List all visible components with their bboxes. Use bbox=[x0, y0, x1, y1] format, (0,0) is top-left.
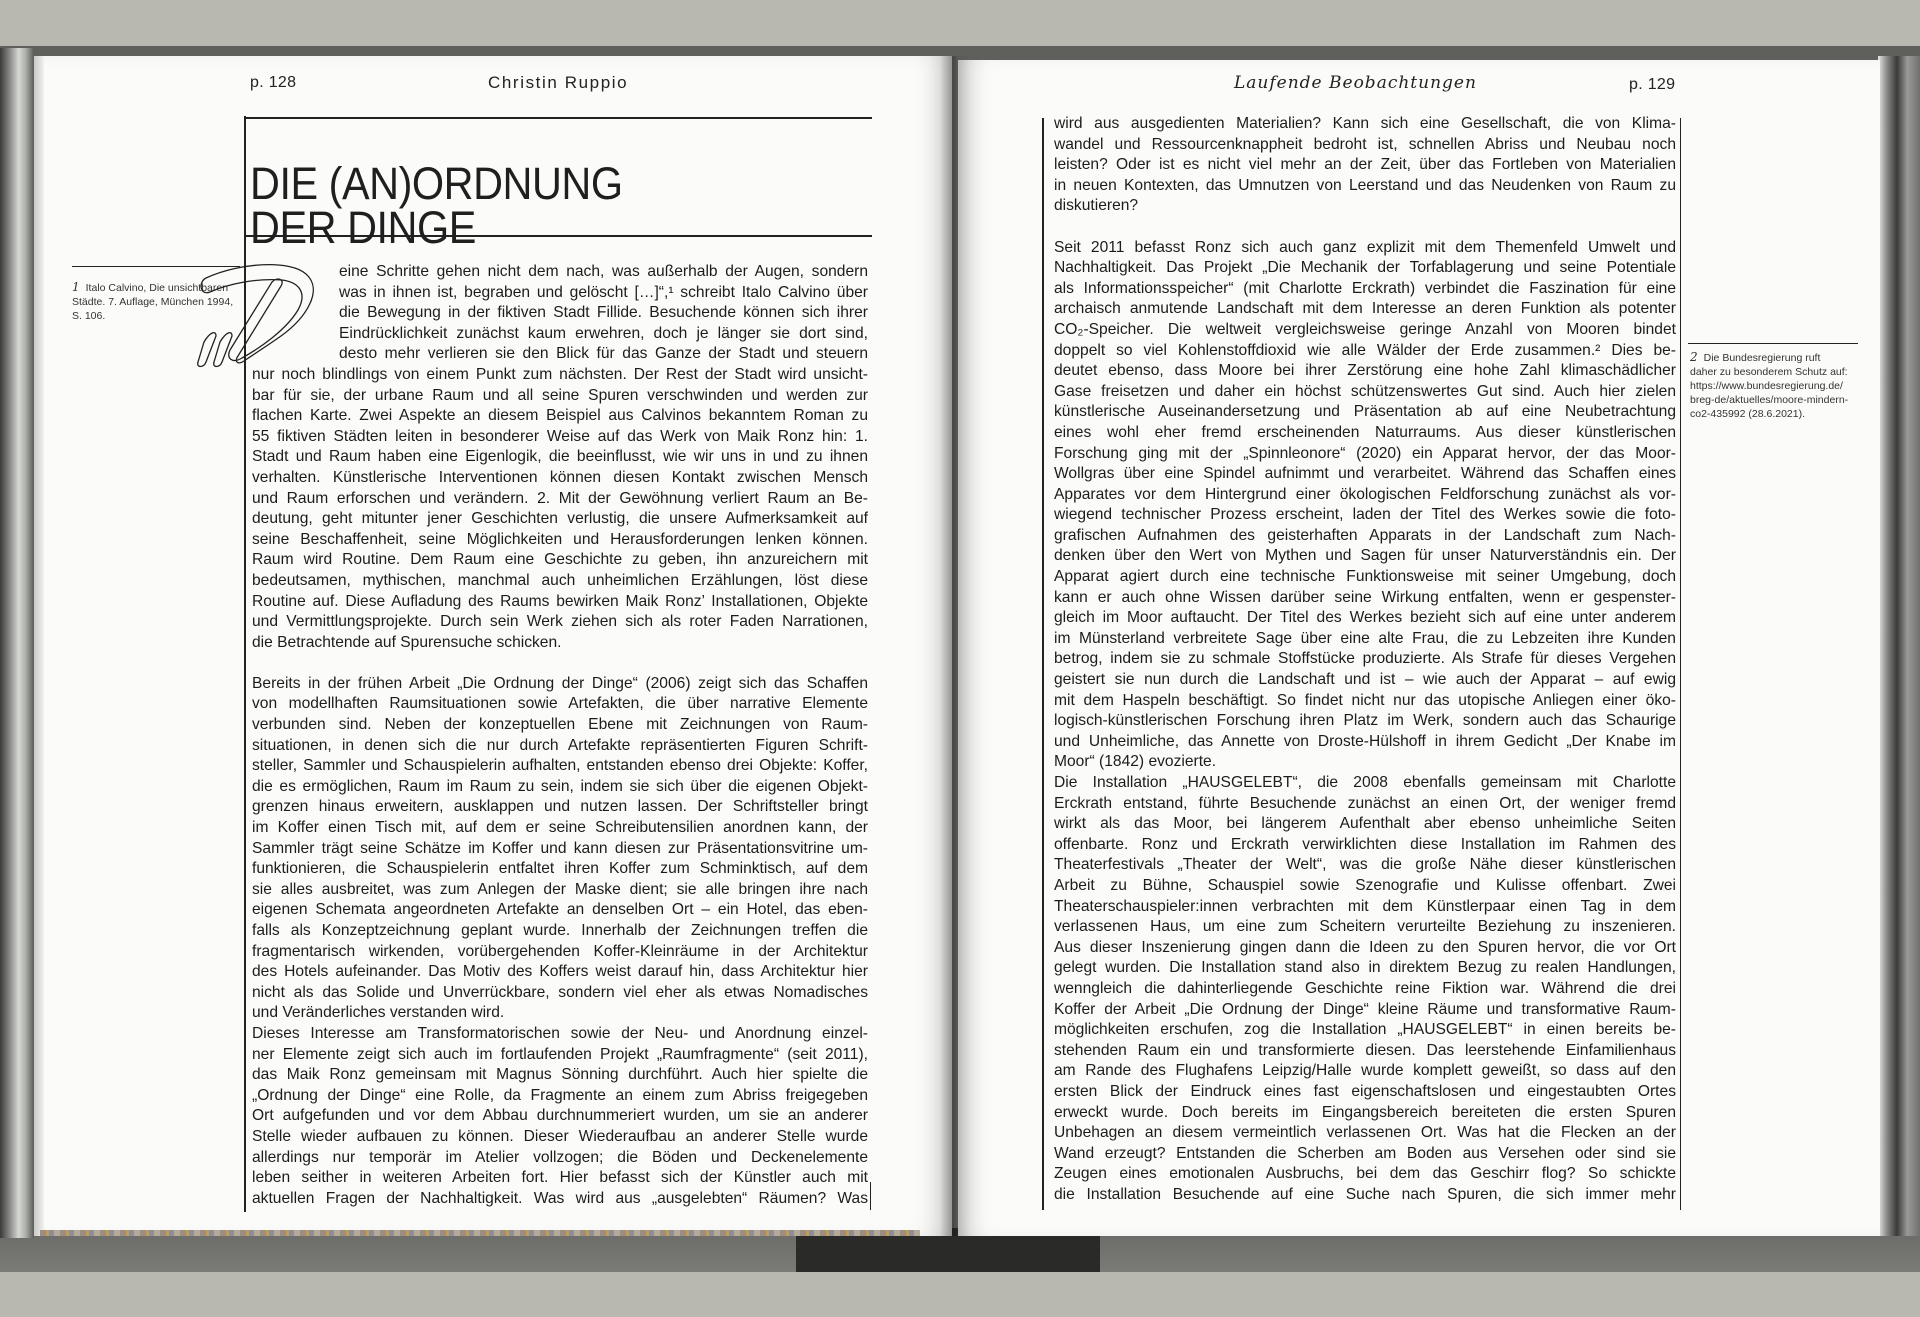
paragraph-gap bbox=[1054, 217, 1676, 238]
text-line: aktuellen Fragen der Nachhaltigkeit. Was wird aus „ausgelebten“ Räumen? Was bbox=[252, 1189, 868, 1207]
column-rule-right bbox=[1042, 118, 1044, 1210]
text-line: Gase freisetzen und daher ein höchst schützenswertes Gut sind. Auch hier zielen bbox=[1054, 382, 1676, 400]
text-line: eines wohl eher fremd erscheinenden Naturraums. Aus dieser künstlerischen bbox=[1054, 423, 1676, 441]
page-number-left: p. 128 bbox=[250, 74, 297, 91]
title-rule-top bbox=[244, 117, 872, 119]
text-line: Zeugen eines emotionalen Ausbruchs, bei dem das Geschirr flog? So schickte bbox=[1054, 1165, 1676, 1183]
text-line: denken über den Wert von Mythen und Sagen für unser Naturverständnis ein. Der bbox=[1054, 547, 1676, 565]
text-line: fragmentarisch wirkenden, vorübergehenden Koffer-Kleinräume in der Architektur bbox=[252, 942, 868, 960]
footnote-line: breg-de/aktuelles/moore-mindern- bbox=[1690, 394, 1849, 406]
title-line: DER DINGE bbox=[250, 202, 476, 254]
text-line: geistert sie nun durch die Landschaft und ist – wie auch der Apparat – auf ewig bbox=[1054, 671, 1676, 689]
text-line: Apparat agiert durch eine technische Funktionsweise mit seiner Umgebung, doch bbox=[1054, 568, 1676, 586]
text-line: Sammler trägt seine Schätze im Koffer und kann diesen zur Präsentationsvitrine um- bbox=[252, 839, 868, 857]
book-left-edge bbox=[0, 48, 34, 1238]
text-line: am Rande des Flughafens Leipzig/Halle wurde komplett geweißt, so dass auf den bbox=[1054, 1062, 1676, 1080]
text-line: „Ordnung der Dinge“ eine Rolle, da Fragmente an einem zum Abriss freigegeben bbox=[252, 1086, 868, 1104]
text-line: archaisch anmutende Landschaft mit dem Interesse an deren Funktion als potenter bbox=[1054, 300, 1676, 318]
text-line: Theaterfestivals „Theater der Welt“, was die große Nähe dieser künstlerischen bbox=[1054, 856, 1676, 874]
text-line: von modellhaften Raumsituationen sowie Artefakten, die über narrative Elemente bbox=[252, 695, 868, 713]
text-line: erweckt wurde. Doch bereits im Eingangsbereich bereiteten die ersten Spuren bbox=[1054, 1103, 1676, 1121]
text-line: offenbarte. Ronz und Erckrath verwirklichten diese Installation im Rahmen des bbox=[1054, 835, 1676, 853]
footnote-number: 1 bbox=[72, 280, 80, 294]
text-line: Theaterschauspieler:innen verbrachten mit dem Künstlerpaar einen Tag in dem bbox=[1054, 897, 1676, 915]
text-line: CO₂-Speicher. Die weltweit vergleichsweise geringe Anzahl von Mooren bindet bbox=[1054, 320, 1676, 338]
text-line: nicht als das Solide und Unverrückbare, sondern viel eher als etwas Nomadisches bbox=[252, 983, 868, 1001]
text-line: Unbehagen an diesem vermeintlich verlassenen Ort. Was hat die Flecken an der bbox=[1054, 1124, 1676, 1142]
text-line: gelegt wurden. Die Installation stand also in direktem Bezug zu realen Handlungen, bbox=[1054, 959, 1676, 977]
footnote-line: co2-435992 (28.6.2021). bbox=[1690, 408, 1806, 420]
text-line: Wollgras über eine Spindel aufnimmt und verarbeitet. Während das Schaffen eines bbox=[1054, 465, 1676, 483]
text-line: Routine auf. Diese Aufladung des Raums bewirken Maik Ronz’ Installationen, Objekte bbox=[252, 592, 868, 610]
text-line: die es ermöglichen, Raum im Raum zu sein, indem sie sich über die eigenen Objekt- bbox=[252, 777, 868, 795]
text-line: verhalten. Künstlerische Interventionen können diesen Kontakt zwischen Mensch bbox=[252, 468, 868, 486]
text-line: Wand erzeugt? Entstanden die Scherben am Boden aus Versehen oder sind sie bbox=[1054, 1144, 1676, 1162]
text-line: wird aus ausgedienten Materialien? Kann sich eine Gesellschaft, die von Klima- bbox=[1054, 115, 1676, 132]
text-line: steller, Sammler und Schauspielerin aufhalten, entstanden ebenso drei Objekte: Koffer, bbox=[252, 757, 868, 775]
text-line: wandel und Ressourcenknappheit bedroht ist, schnellen Abriss und Neubau noch bbox=[1054, 135, 1676, 153]
text-line: doppelt so viel Kohlenstoffdioxid wie alle Wälder der Erde zusammen.² Dies be- bbox=[1054, 341, 1676, 359]
text-line: Stelle wieder aufbauen zu können. Dieser Wiederaufbau an anderer Stelle wurde bbox=[252, 1127, 868, 1145]
author-name: Christin Ruppio bbox=[488, 73, 629, 92]
article-title bbox=[250, 158, 623, 254]
text-line: Stadt und Raum haben eine Eigenlogik, die beeinflusst, wie wir uns in und zu ihnen bbox=[252, 448, 868, 466]
text-line: wirkt als das Moor, bei längerem Aufenthalt aber ebenso unheimliche Seiten bbox=[1054, 815, 1676, 833]
text-line: in neuen Kontexten, das Umnutzen von Leerstand und das Neudenken von Raum zu bbox=[1054, 176, 1676, 194]
text-line: betrog, indem sie zu schmale Stoffstücke produzierte. Als Strafe für dieses Vergehen bbox=[1054, 650, 1676, 668]
text-line: seine Beschaffenheit, seine Möglichkeiten und Herausforderungen lenken können. bbox=[252, 530, 868, 548]
text-line: die Betrachtende auf Spurensuche schicken. bbox=[252, 633, 562, 651]
page-number-right: p. 129 bbox=[1629, 76, 1676, 93]
footnote-rule-right bbox=[1688, 343, 1858, 344]
text-line: Eindrücklichkeit zunächst kaum erwehren, doch je länger sie dort sind, bbox=[339, 324, 868, 342]
text-line: möglichkeiten erschufen, zog die Installation „HAUSGELEBT“ in einen bereits be- bbox=[1054, 1021, 1676, 1039]
text-line: Koffer der Arbeit „Die Ordnung der Dinge“ kleine Räume und transformative Raum- bbox=[1054, 1000, 1676, 1018]
text-line: falls als Konzeptzeichnung geplant wurde. Innerhalb der Zeichnungen treffen die bbox=[252, 922, 868, 939]
text-line: Dieses Interesse am Transformatorischen sowie der Neu- und Anordnung einzel- bbox=[252, 1024, 868, 1042]
footnote-line: https://www.bundesregierung.de/ bbox=[1690, 380, 1843, 392]
text-line: künstlerische Auseinandersetzung und Präsentation ab auf eine Neubetrachtung bbox=[1054, 403, 1676, 421]
text-line: des Hotels aufeinander. Das Motiv des Koffers weist darauf hin, dass Architektur hier bbox=[252, 963, 868, 981]
text-line: Nachhaltigkeit. Das Projekt „Die Mechanik der Torfablagerung und seine Potentiale bbox=[1054, 259, 1676, 277]
text-line: eine Schritte gehen nicht dem nach, was außerhalb der Augen, sondern bbox=[339, 263, 868, 280]
text-line: Bereits in der frühen Arbeit „Die Ordnung der Dinge“ (2006) zeigt sich das Schaffen bbox=[252, 674, 868, 692]
book-right-edge bbox=[1878, 56, 1920, 1236]
text-line: situationen, in denen sich die nur durch Artefakte repräsentierten Figuren Schrift- bbox=[252, 736, 868, 754]
text-line: eigenen Schemata angeordneten Artefakte an denselben Ort – ein Hotel, das eben- bbox=[252, 901, 868, 919]
text-line: 55 fiktiven Städten leiten in besonderer Weise auf das Werk von Maik Ronz hin: 1. bbox=[252, 427, 868, 445]
text-line: bedeutsamen, mythischen, manchmal auch unheimlichen Erzählungen, löst diese bbox=[252, 571, 868, 589]
footnote-2 bbox=[1690, 350, 1862, 421]
text-line: diskutieren? bbox=[1054, 197, 1139, 215]
text-line: wenngleich die dahinterliegende Geschichte reine Fiktion war. Während die drei bbox=[1054, 979, 1676, 997]
text-line: Raum wird Routine. Dem Raum eine Geschichte zu geben, ihn anzureichern mit bbox=[252, 551, 868, 569]
text-line: ersten Blick der Eindruck eines fast eigenschaftslosen und eingestaubten Ortes bbox=[1054, 1082, 1676, 1100]
text-line: grafischen Aufnahmen des geisterhaften Apparats in der Landschaft zum Nach- bbox=[1054, 526, 1676, 544]
page-bottom-speckle bbox=[40, 1230, 920, 1236]
text-line: und Raum erforschen und verändern. 2. Mit der Gewöhnung verliert Raum an Be- bbox=[252, 489, 868, 507]
footnote-text: Italo Calvino, Die unsichtbaren Städte. 7. Auflage, München 1994, S. 106. bbox=[72, 282, 234, 322]
text-line: als Informationsspeicher“ (mit Charlotte Erckrath) verbindet die Faszination für eine bbox=[1054, 279, 1676, 297]
text-line: desto mehr verlieren sie den Blick für das Ganze der Stadt und steuern bbox=[339, 345, 868, 363]
text-line: grenzen hinaus erweitern, ausklappen und nutzen lassen. Der Schriftsteller bringt bbox=[252, 798, 868, 816]
column-rule-left-end bbox=[870, 1182, 871, 1210]
text-line: die Bewegung in der fiktiven Stadt Fillide. Besuchende können sich ihrer bbox=[339, 304, 868, 322]
page-stack-left bbox=[34, 56, 44, 1236]
footnote-number: 2 bbox=[1690, 350, 1698, 364]
text-line: deutet ebenso, dass Moore bei ihrer Zerstörung eine hohe Zahl klimaschädlicher bbox=[1054, 362, 1676, 380]
column-rule-right-end bbox=[1680, 118, 1681, 1210]
text-line: im Koffer einen Tisch mit, auf dem er seine Schreibutensilien anordnen kann, der bbox=[252, 819, 868, 837]
text-line: Ort aufgefunden und vor dem Abbau durchnummeriert wurden, um sie an anderer bbox=[252, 1107, 868, 1125]
right-column bbox=[1054, 114, 1676, 1205]
footnote-line: daher zu besonderem Schutz auf: bbox=[1690, 366, 1848, 378]
text-line: mit dem Haspeln beschäftigt. So findet nicht nur das utopische Anliegen einer öko- bbox=[1054, 691, 1676, 709]
title-line: DIE (AN)ORDNUNG bbox=[250, 158, 623, 210]
text-line: im Münsterland verbreitete Sage über eine alte Frau, die zu Lebzeiten ihre Kunden bbox=[1054, 629, 1676, 647]
text-line: leben seither in weiteren Arbeiten fort. Hier befasst sich der Künstler auch mit bbox=[252, 1169, 868, 1187]
text-line: allerdings nur temporär im Atelier vollzogen; die Böden und Deckenelemente bbox=[252, 1148, 868, 1166]
text-line: sie alles ausbreitet, was zum Anlegen der Maske dient; sie alle bringen ihre nach bbox=[252, 880, 868, 898]
text-line: stehenden Raum ein und transformierte diesen. Das leerstehende Einfamilienhaus bbox=[1054, 1041, 1676, 1059]
text-line: kann er auch ohne Wissen darüber seine Wirkung entfalten, wenn er gespenster- bbox=[1054, 588, 1676, 606]
text-line: und Vermittlungsprojekte. Durch sein Werk ziehen sich als roter Faden Narrationen, bbox=[252, 613, 868, 631]
footnote-line: Die Bundesregierung ruft bbox=[1703, 352, 1821, 364]
text-line: und Veränderliches verstanden wird. bbox=[252, 1004, 505, 1022]
text-line: gleich im Moor auftaucht. Der Titel des Werkes bezieht sich auf eine unter anderem bbox=[1054, 609, 1676, 627]
book-gutter bbox=[940, 56, 970, 1236]
text-line: die Installation Besuchende auf eine Suche nach Spuren, die sich immer mehr bbox=[1054, 1185, 1676, 1203]
left-column bbox=[252, 262, 868, 1209]
text-line: und Unheimliche, das Annette von Droste-Hülshoff in ihrem Gedicht „Der Knabe im bbox=[1054, 732, 1676, 750]
text-line: deutung, geht mitunter jener Geschichten verlustig, die unsere Aufmerksamkeit auf bbox=[252, 510, 868, 528]
text-line: Forschung ging mit der „Spinnleonore“ (2020) ein Apparat hervor, der das Moor- bbox=[1054, 444, 1676, 462]
text-line: bar für sie, der urbane Raum und all seine Spuren verschwinden und werden zur bbox=[252, 386, 868, 404]
text-line: was in ihnen ist, begraben und gelöscht […]“,¹ schreibt Italo Calvino über bbox=[339, 283, 868, 301]
text-line: leisten? Oder ist es nicht viel mehr an der Zeit, über das Fortleben von Materialien bbox=[1054, 156, 1676, 174]
text-line: Apparates vor dem Hintergrund einer ökologischen Feldforschung zunächst als vor- bbox=[1054, 485, 1676, 503]
text-line: nur noch blindlings von einem Punkt zum nächsten. Der Rest der Stadt wird unsicht- bbox=[252, 365, 868, 383]
text-line: Aus dieser Inszenierung gingen dann die Ideen zu den Spuren hervor, die vor Ort bbox=[1054, 938, 1676, 956]
text-line: verlassenen Haus, um eine zum Scheitern verurteilte Beziehung zu inszenieren. bbox=[1054, 918, 1676, 936]
text-line: das Maik Ronz gemeinsam mit Magnus Sönning durchführt. Auch hier spielte die bbox=[252, 1066, 868, 1084]
text-line: logisch-künstlerischen Forschung ihren Platz im Werk, sondern auch das Schaurige bbox=[1054, 712, 1676, 730]
text-line: Seit 2011 befasst Ronz sich auch ganz explizit mit dem Themenfeld Umwelt und bbox=[1054, 238, 1676, 256]
paragraph-gap bbox=[252, 653, 868, 674]
text-line: funktionieren, die Schauspielerin entfaltet ihren Koffer zum Schminktisch, auf dem bbox=[252, 860, 868, 878]
text-line: Erckrath entstand, führte Besuchende zunächst an einen Ort, der weniger fremd bbox=[1054, 794, 1676, 812]
text-line: Die Installation „HAUSGELEBT“, die 2008 ebenfalls gemeinsam mit Charlotte bbox=[1054, 774, 1676, 791]
text-line: flachen Karte. Zwei Aspekte an diesem Beispiel aus Calvinos bekanntem Roman zu bbox=[252, 407, 868, 425]
text-line: ner Elemente zeigt sich auch im fortlaufenden Projekt „Raumfragmente“ (seit 2011), bbox=[252, 1045, 868, 1063]
series-title: Laufende Beobachtungen bbox=[1234, 73, 1477, 93]
text-line: Arbeit zu Bühne, Schauspiel sowie Szenografie und Kulisse offenbart. Zwei bbox=[1054, 876, 1676, 894]
text-line: Moor“ (1842) evozierte. bbox=[1054, 753, 1217, 771]
text-line: wiegend technischer Prozess erscheint, laden der Titel des Werkes sowie die foto- bbox=[1054, 506, 1676, 524]
text-line: verbunden sind. Neben der konzeptuellen Ebene mit Zeichnungen von Raum- bbox=[252, 716, 868, 734]
